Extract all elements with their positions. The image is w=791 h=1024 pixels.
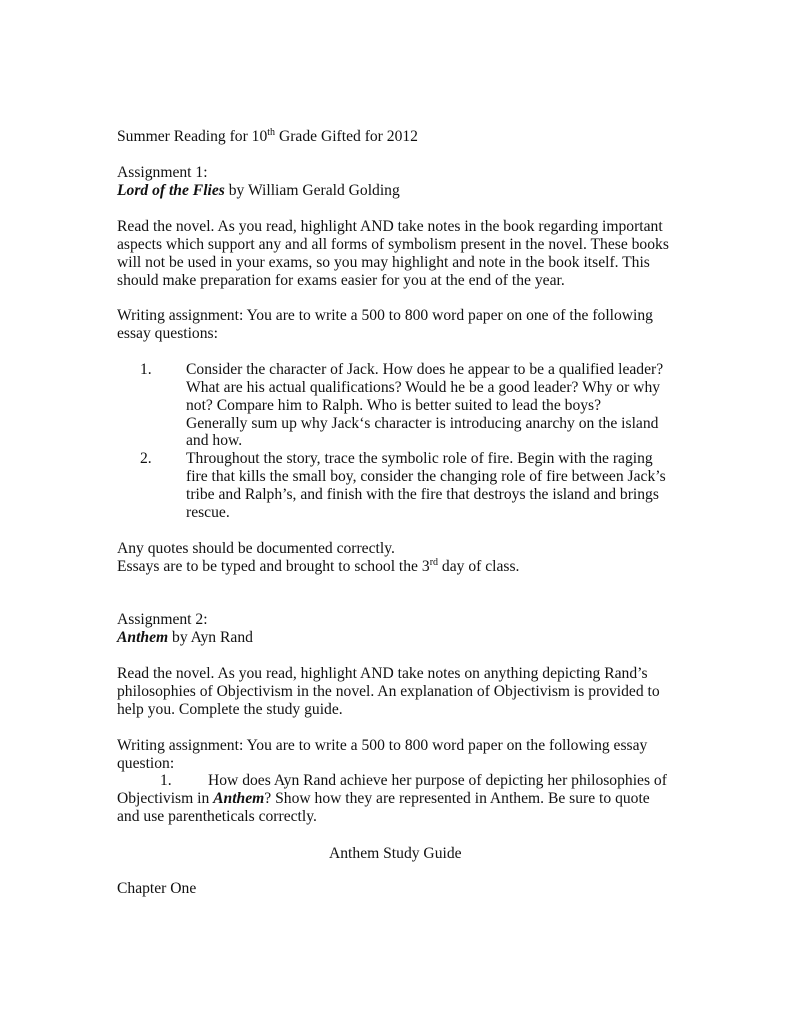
list-item-line: Throughout the story, trace the symbolic role of fire. Begin with the raging bbox=[186, 450, 653, 467]
list-item-line: fire that kills the small boy, consider the changing role of fire between Jack’s bbox=[186, 468, 666, 485]
list-item-line: rescue. bbox=[186, 504, 230, 521]
book-author: by Ayn Rand bbox=[168, 629, 253, 646]
paragraph-line: Read the novel. As you read, highlight AND take notes on anything depicting Rand’s bbox=[117, 665, 648, 682]
assignment-1-book bbox=[117, 182, 400, 200]
paragraph-line: Any quotes should be documented correctly. bbox=[117, 540, 395, 557]
paragraph-line: Essays are to be typed and brought to school the 3rd day of class. bbox=[117, 557, 520, 575]
paragraph-line: Writing assignment: You are to write a 500 to 800 word paper on one of the following bbox=[117, 307, 653, 324]
book-title: Anthem bbox=[213, 790, 265, 807]
list-item-line: Objectivism in Anthem? Show how they are represented in Anthem. Be sure to quote bbox=[117, 790, 650, 807]
list-item-line: tribe and Ralph’s, and finish with the fire that destroys the island and brings bbox=[186, 486, 659, 503]
paragraph-line: philosophies of Objectivism in the novel. An explanation of Objectivism is provided to bbox=[117, 683, 660, 700]
list-number: 2. bbox=[140, 450, 152, 467]
paragraph-line: Writing assignment: You are to write a 500 to 800 word paper on the following essay bbox=[117, 737, 648, 754]
paragraph-line: will not be used in your exams, so you may highlight and note in the book itself. This bbox=[117, 254, 650, 271]
chapter-heading: Chapter One bbox=[117, 880, 197, 897]
document-title: Summer Reading for 10th Grade Gifted for 2012 bbox=[117, 127, 418, 145]
list-item-line: Generally sum up why Jack‘s character is introducing anarchy on the island bbox=[186, 415, 659, 432]
list-item-line: What are his actual qualifications? Would he be a good leader? Why or why bbox=[186, 379, 661, 396]
assignment-1-heading: Assignment 1: bbox=[117, 164, 208, 181]
paragraph-line: question: bbox=[117, 755, 175, 772]
list-item-line: Consider the character of Jack. How does he appear to be a qualified leader? bbox=[186, 361, 664, 378]
list-item-line: How does Ayn Rand achieve her purpose of depicting her philosophies of bbox=[208, 772, 667, 789]
list-item-line: and how. bbox=[186, 432, 243, 449]
study-guide-heading: Anthem Study Guide bbox=[329, 845, 462, 862]
paragraph-line: aspects which support any and all forms of symbolism present in the novel. These books bbox=[117, 236, 669, 253]
list-number: 1. bbox=[140, 361, 152, 378]
assignment-2-heading: Assignment 2: bbox=[117, 611, 208, 628]
paragraph-line: essay questions: bbox=[117, 325, 218, 342]
list-item-line: and use parentheticals correctly. bbox=[117, 808, 317, 825]
assignment-2-book bbox=[117, 629, 253, 647]
paragraph-line: help you. Complete the study guide. bbox=[117, 701, 343, 718]
paragraph-line: Read the novel. As you read, highlight AND take notes in the book regarding important bbox=[117, 218, 663, 235]
book-title: Lord of the Flies bbox=[117, 182, 225, 199]
book-title: Anthem bbox=[117, 629, 169, 646]
list-item-line: not? Compare him to Ralph. Who is better suited to lead the boys? bbox=[186, 397, 602, 414]
list-number: 1. bbox=[160, 772, 172, 789]
paragraph-line: should make preparation for exams easier for you at the end of the year. bbox=[117, 272, 565, 289]
book-author: by William Gerald Golding bbox=[224, 182, 400, 199]
